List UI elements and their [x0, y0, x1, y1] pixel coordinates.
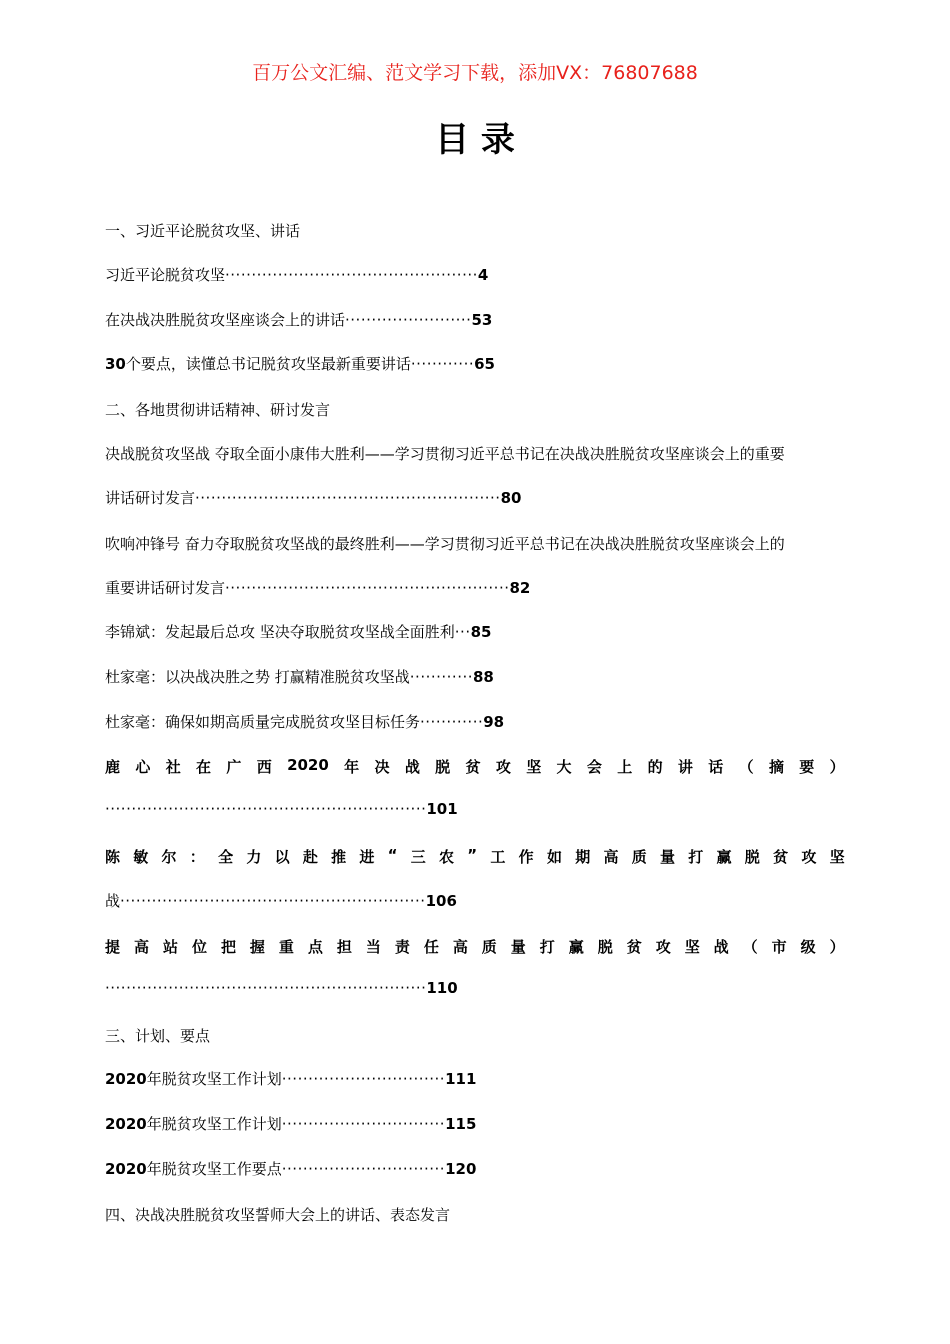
toc-entry-line2[interactable]	[105, 800, 845, 818]
toc-entry[interactable]	[105, 1158, 845, 1179]
page-number: 88	[473, 668, 494, 686]
toc-entry-char: 上	[617, 758, 633, 776]
toc-entry-char: 攻	[801, 848, 817, 866]
toc-entry-char: 如	[546, 848, 562, 866]
toc-entry-char: 贫	[465, 758, 481, 776]
toc-entry-title: 习近平论脱贫攻坚	[105, 266, 226, 284]
page-number: 101	[426, 800, 458, 818]
page-number: 4	[477, 266, 489, 284]
toc-entry-char: 要	[799, 758, 815, 776]
toc-entry-char: 鹿	[105, 758, 121, 776]
leader-dots: ······················································	[225, 579, 510, 597]
toc-section-4: 四、决战决胜脱贫攻坚誓师大会上的讲话、表态发言	[105, 1206, 451, 1224]
toc-entry-char: 担	[336, 938, 352, 956]
toc-entry-char: 赢	[568, 938, 584, 956]
page-title: 目 录	[435, 120, 515, 160]
toc-entry-char: ）	[829, 758, 845, 776]
toc-entry-char: 脱	[597, 938, 613, 956]
leader-dots: ············	[420, 713, 484, 731]
toc-entry[interactable]	[105, 621, 845, 642]
toc-entry-char: 心	[135, 758, 151, 776]
toc-entry-char: 期	[575, 848, 591, 866]
toc-entry-line2[interactable]	[105, 890, 845, 911]
toc-entry-title: 年脱贫攻坚工作要点	[146, 1160, 282, 1178]
toc-entry-char: 会	[586, 758, 602, 776]
toc-entry-char: 市	[771, 938, 787, 956]
page-number: 111	[445, 1070, 477, 1088]
toc-entry-line2[interactable]	[105, 577, 845, 598]
toc-entry-char: 工	[490, 848, 506, 866]
toc-entry-char: ”	[467, 846, 478, 864]
leader-dots: ················································	[225, 266, 478, 284]
toc-entry-char: 站	[162, 938, 178, 956]
toc-entry-title: 杜家毫：以决战决胜之势 打赢精准脱贫攻坚战	[105, 668, 410, 686]
toc-entry-char: 攻	[655, 938, 671, 956]
toc-entry-char: 高	[603, 848, 619, 866]
toc-entry-char: 进	[359, 848, 375, 866]
toc-entry-title: 个要点，读懂总书记脱贫攻坚最新重要讲话	[125, 355, 411, 373]
toc-entry-title: 讲话研讨发言	[105, 489, 196, 507]
toc-entry-lead: 2020	[105, 1115, 147, 1133]
toc-entry-char: 作	[518, 848, 534, 866]
toc-entry[interactable]	[105, 309, 845, 330]
toc-entry-char: 三	[410, 848, 426, 866]
toc-entry-char: “	[387, 846, 398, 864]
page-number: 53	[471, 311, 493, 329]
toc-entry-char: 战	[404, 758, 420, 776]
toc-entry-title: 在决战决胜脱贫攻坚座谈会上的讲话	[105, 311, 346, 329]
toc-entry-char: 陈	[105, 848, 121, 866]
toc-entry[interactable]	[105, 353, 845, 374]
toc-entry-char: 任	[423, 938, 439, 956]
toc-entry-char: 决	[374, 758, 390, 776]
toc-entry-char: 尔	[161, 848, 177, 866]
toc-entry-title: 重要讲话研讨发言	[105, 579, 226, 597]
toc-entry-char: 大	[556, 758, 572, 776]
leader-dots: ············	[409, 668, 473, 686]
toc-entry-char: 打	[539, 938, 555, 956]
leader-dots: ··························································	[120, 892, 426, 910]
toc-entry[interactable]	[105, 264, 845, 285]
leader-dots: ·······························	[281, 1115, 446, 1133]
toc-entry-line1[interactable]: 吹响冲锋号 奋力夺取脱贫攻坚战的最终胜利——学习贯彻习近平总书记在决战决胜脱贫攻坚座谈会上的	[105, 535, 785, 553]
leader-dots: ·······························	[281, 1070, 446, 1088]
toc-entry-title: 战	[105, 892, 121, 910]
toc-entry-char: 在	[196, 758, 212, 776]
toc-entry-char: 战	[713, 938, 729, 956]
page-number: 65	[474, 355, 495, 373]
leader-dots: ·······························	[281, 1160, 446, 1178]
toc-entry-char: ）	[829, 938, 845, 956]
toc-entry-char: 推	[331, 848, 347, 866]
toc-entry-char: 社	[165, 758, 181, 776]
toc-entry-char: 坚	[526, 758, 542, 776]
toc-entry-char: 把	[220, 938, 236, 956]
toc-entry-char: ：	[189, 848, 205, 866]
toc-entry[interactable]	[105, 1068, 845, 1089]
toc-section-3: 三、计划、要点	[105, 1027, 211, 1045]
toc-entry-char: 赴	[302, 848, 318, 866]
toc-entry-char: 西	[256, 758, 272, 776]
toc-entry-char: 贫	[773, 848, 789, 866]
page-number: 110	[426, 979, 458, 997]
toc-entry-char: 的	[647, 758, 663, 776]
toc-entry-char: 级	[800, 938, 816, 956]
toc-entry-char: 赢	[716, 848, 732, 866]
toc-entry-char: 质	[631, 848, 647, 866]
toc-entry-char: （	[738, 758, 754, 776]
toc-entry-char: 高	[133, 938, 149, 956]
toc-entry-char: 重	[278, 938, 294, 956]
toc-entry-lead: 30	[105, 355, 126, 373]
toc-entry-char: 贫	[626, 938, 642, 956]
toc-entry-char: 力	[246, 848, 262, 866]
toc-entry-char: 打	[688, 848, 704, 866]
page-number: 85	[470, 623, 492, 641]
toc-entry-line2[interactable]	[105, 487, 845, 508]
toc-entry-char: 攻	[495, 758, 511, 776]
page-number: 120	[445, 1160, 477, 1178]
toc-entry-char: 全	[218, 848, 234, 866]
toc-entry-lead: 2020	[105, 1160, 147, 1178]
toc-entry-char: 摘	[768, 758, 784, 776]
toc-entry-char: 位	[191, 938, 207, 956]
toc-entry-char: 2020	[287, 756, 329, 774]
toc-entry-char: 话	[708, 758, 724, 776]
toc-entry-char: 敏	[133, 848, 149, 866]
toc-entry-char: 脱	[744, 848, 760, 866]
toc-entry-char: 当	[365, 938, 381, 956]
toc-entry-char: 讲	[677, 758, 693, 776]
toc-entry-char: 广	[226, 758, 242, 776]
toc-entry-title: 年脱贫攻坚工作计划	[146, 1070, 282, 1088]
toc-entry-char: 点	[307, 938, 323, 956]
toc-entry-char: 年	[344, 758, 360, 776]
page-number: 82	[509, 579, 531, 597]
leader-dots: ···	[454, 623, 471, 641]
toc-entry-char: 高	[452, 938, 468, 956]
leader-dots: ··························································	[195, 489, 501, 507]
leader-dots: ·····························································	[105, 800, 427, 818]
toc-entry-char: 责	[394, 938, 410, 956]
toc-section-2: 二、各地贯彻讲话精神、研讨发言	[105, 401, 331, 419]
toc-entry-char: 量	[660, 848, 676, 866]
toc-entry-char: 以	[274, 848, 290, 866]
toc-entry-char: 握	[249, 938, 265, 956]
toc-entry-title: 年脱贫攻坚工作计划	[146, 1115, 282, 1133]
toc-entry-line1-justified[interactable]	[105, 936, 845, 957]
toc-entry-title: 李锦斌：发起最后总攻 坚决夺取脱贫攻坚战全面胜利	[105, 623, 455, 641]
page-number: 98	[483, 713, 505, 731]
toc-entry-lead: 2020	[105, 1070, 147, 1088]
toc-entry-title: 杜家毫：确保如期高质量完成脱贫攻坚目标任务	[105, 713, 421, 731]
leader-dots: ························	[345, 311, 472, 329]
toc-entry[interactable]	[105, 711, 845, 732]
page-number: 115	[445, 1115, 477, 1133]
toc-entry-line1-justified[interactable]	[105, 846, 845, 867]
toc-entry-char: 量	[510, 938, 526, 956]
leader-dots: ·····························································	[105, 979, 427, 997]
toc-entry-char: 质	[481, 938, 497, 956]
toc-entry-char: 坚	[829, 848, 845, 866]
toc-entry-char: 坚	[684, 938, 700, 956]
toc-entry-line2[interactable]	[105, 979, 845, 997]
toc-entry[interactable]	[105, 666, 845, 687]
toc-entry-char: 提	[105, 938, 121, 956]
toc-entry-line1[interactable]: 决战脱贫攻坚战 夺取全面小康伟大胜利——学习贯彻习近平总书记在决战决胜脱贫攻坚座谈会上的重要	[105, 445, 785, 463]
toc-entry[interactable]	[105, 1113, 845, 1134]
toc-entry-char: （	[742, 938, 758, 956]
header-watermark-text: 百万公文汇编、范文学习下载，添加VX：76807688	[252, 62, 698, 84]
toc-entry-char: 脱	[435, 758, 451, 776]
toc-section-1: 一、习近平论脱贫攻坚、讲话	[105, 222, 301, 240]
page-number: 106	[425, 892, 457, 910]
toc-entry-char: 农	[439, 848, 455, 866]
page-number: 80	[500, 489, 522, 507]
toc-entry-line1-justified[interactable]	[105, 756, 845, 777]
leader-dots: ············	[410, 355, 475, 373]
